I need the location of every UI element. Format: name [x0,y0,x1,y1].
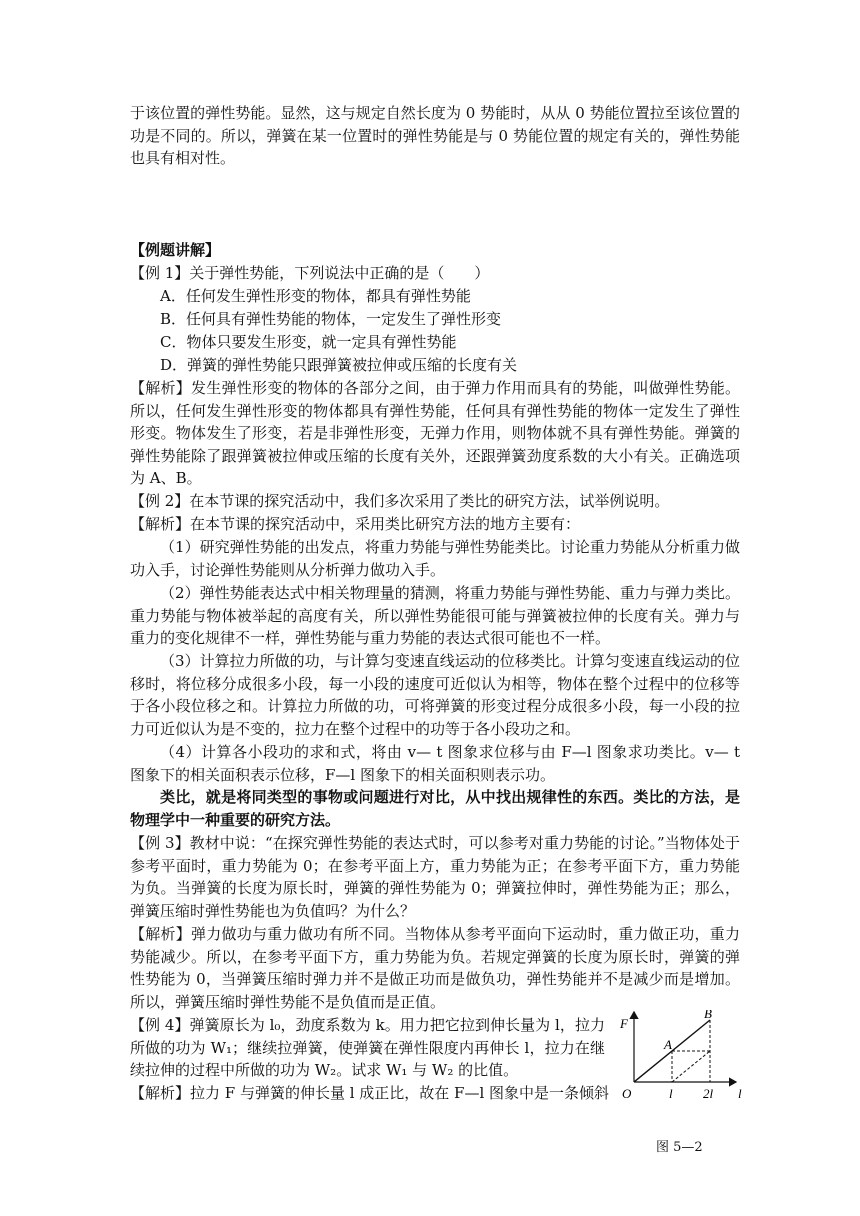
example-2-conclusion: 类比，就是将同类型的事物或问题进行对比，从中找出规律性的东西。类比的方法，是物理学中一种重要的研究方法。 [130,788,740,829]
example-4-question: 【例 4】弹簧原长为 l₀，劲度系数为 k。用力把它拉到伸长量为 l，拉力所做的功为 W₁；继续拉弹簧，使弹簧在弹性限度内再伸长 l，拉力在继续拉伸的过程中所做的功为 W₂。试求 W₁ 与 W₂ 的比值。 [130,1016,605,1080]
example-2-analysis: 【解析】在本节课的探究活动中，采用类比研究方法的地方主要有： [130,515,581,533]
label-tick-2l: 2l [703,1086,714,1101]
example-2-point-2: （2）弹性势能表达式中相关物理量的猜测，将重力势能与弹性势能、重力与弹力类比。重力势能与物体被举起的高度有关，所以弹性势能很可能与弹簧被拉伸的长度有关。弹力与重力的变化规律不一样，弹性势能与重力势能的表达式很可能也不一样。 [130,584,740,648]
example-1-option-a: A．任何发生弹性形变的物体，都具有弹性势能 [160,287,471,305]
example-1-option-d: D．弹簧的弹性势能只跟弹簧被拉伸或压缩的长度有关 [160,356,518,374]
section-title: 【例题讲解】 [130,241,221,259]
example-1-option-b: B．任何具有弹性势能的物体，一定发生了弹性形变 [160,310,502,328]
example-2-point-4: （4）计算各小段功的求和式，将由 v— t 图象求位移与由 F—l 图象求功类比。v— t 图象下的相关面积表示位移，F—l 图象下的相关面积则表示功。 [130,743,740,784]
label-a: A [664,1037,672,1052]
force-extension-graph [614,1010,754,1135]
example-4-analysis: 【解析】拉力 F 与弹簧的伸长量 l 成正比，故在 F—l 图象中是一条倾斜 [130,1084,610,1102]
example-1-analysis: 【解析】发生弹性形变的物体的各部分之间，由于弹力作用而具有的势能，叫做弹性势能。所以，任何发生弹性形变的物体都具有弹性势能，任何具有弹性势能的物体一定发生了弹性形变。物体发生了形变，若是非弹性形变，无弹力作用，则物体就不具有弹性势能。弹簧的弹性势能除了跟弹簧被拉伸或压缩的长度有关外，还跟弹簧劲度系数的大小有关。正确选项为 A、B。 [130,379,740,488]
example-1-question: 【例 1】关于弹性势能，下列说法中正确的是（ ） [130,264,490,282]
label-b: B [704,1010,712,1021]
dash-diagonal [672,1051,710,1082]
example-3-analysis: 【解析】弹力做功与重力做功有所不同。当物体从参考平面向下运动时，重力做正功，重力势能减少。所以，在参考平面下方，重力势能为负。若规定弹簧的长度为原长时，弹簧的弹性势能为 0，当弹簧压缩时弹力并不是做正功而是做负功，弹性势能并不是减少而是增加。所以，弹簧压缩时弹性势能不是负值而是正值。 [130,925,740,1011]
label-tick-l: l [669,1086,673,1101]
example-2-point-1: （1）研究弹性势能的出发点，将重力势能与弹性势能类比。讨论重力势能从分析重力做功入手，讨论弹性势能则从分析弹力做功入手。 [130,538,740,579]
label-origin: O [622,1086,632,1101]
example-1-option-c: C．物体只要发生形变，就一定具有弹性势能 [160,333,457,351]
example-2-point-3: （3）计算拉力所做的功，与计算匀变速直线运动的位移类比。计算匀变速直线运动的位移时，将位移分成很多小段，每一小段的速度可近似认为相等，物体在整个过程中的位移等于各小段位移之和。计算拉力所做的功，可将弹簧的形变过程分成很多小段，每一小段的拉力可近似认为是不变的，拉力在整个过程中的功等于各小段功之和。 [130,652,740,738]
intro-paragraph: 于该位置的弹性势能。显然，这与规定自然长度为 0 势能时，从从 0 势能位置拉至该位置的功是不同的。所以，弹簧在某一位置时的弹性势能是与 0 势能位置的规定有关的，弹性势能也具有相对性。 [130,104,740,168]
label-l-axis: l [738,1086,742,1101]
label-f: F [620,1016,628,1031]
example-2-question: 【例 2】在本节课的探究活动中，我们多次采用了类比的研究方法，试举例说明。 [130,492,670,510]
figure-caption: 图 5—2 [656,1140,703,1155]
example-3-question: 【例 3】教材中说：“在探究弹性势能的表达式时，可以参考对重力势能的讨论。”当物体处于参考平面时，重力势能为 0；在参考平面上方，重力势能为正；在参考平面下方，重力势能为负。当弹簧的长度为原长时，弹簧的弹性势能为 0；弹簧拉伸时，弹性势能为正；那么，弹簧压缩时弹性势能也为负值吗？为什么？ [130,834,740,920]
